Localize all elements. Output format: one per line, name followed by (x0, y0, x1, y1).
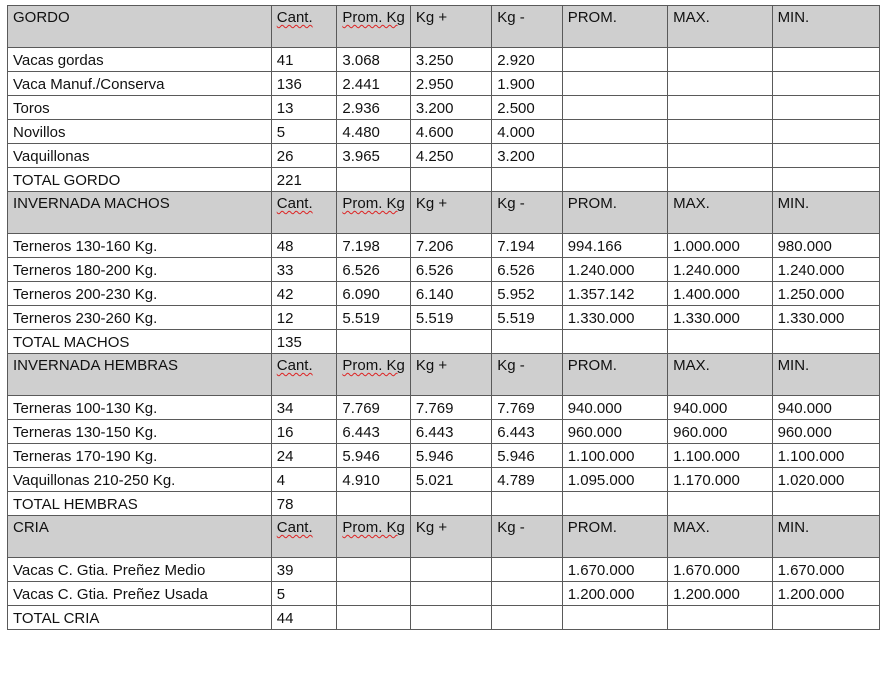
row-label: Vacas C. Gtia. Preñez Usada (8, 582, 272, 606)
column-header-label: PROM. (567, 519, 617, 536)
column-header-label: Cant. (276, 195, 313, 212)
column-header (772, 6, 879, 48)
cell-prom-kg: 4.910 (337, 468, 411, 492)
cell-prom-kg: 6.443 (337, 420, 411, 444)
column-header (668, 6, 772, 48)
column-header-label: MIN. (777, 519, 810, 536)
total-row (8, 492, 880, 516)
table-row (8, 468, 880, 492)
table-row (8, 582, 880, 606)
total-cant: 221 (271, 168, 337, 192)
empty-cell (772, 168, 879, 192)
column-header (562, 192, 667, 234)
column-header-label: Prom. Kg (342, 195, 405, 212)
empty-cell (337, 606, 411, 630)
column-header (772, 354, 879, 396)
column-header-label: PROM. (567, 195, 617, 212)
empty-cell (410, 606, 491, 630)
cell-prom: 994.166 (562, 234, 667, 258)
cell-kg-minus (492, 558, 563, 582)
section-title: GORDO (8, 6, 272, 48)
cell-cant: 42 (271, 282, 337, 306)
section-header-row (8, 192, 880, 234)
cell-kg-plus: 7.206 (410, 234, 491, 258)
cell-kg-minus: 5.946 (492, 444, 563, 468)
column-header (562, 354, 667, 396)
table-row (8, 444, 880, 468)
cell-max (668, 48, 772, 72)
column-header (668, 192, 772, 234)
column-header (337, 6, 411, 48)
cell-kg-plus: 6.443 (410, 420, 491, 444)
empty-cell (410, 168, 491, 192)
column-header (271, 192, 337, 234)
empty-cell (668, 606, 772, 630)
total-cant: 135 (271, 330, 337, 354)
total-row (8, 330, 880, 354)
row-label: Vaca Manuf./Conserva (8, 72, 272, 96)
cell-max: 1.400.000 (668, 282, 772, 306)
cell-kg-minus: 4.789 (492, 468, 563, 492)
cell-min: 1.670.000 (772, 558, 879, 582)
cell-prom (562, 144, 667, 168)
cell-cant: 136 (271, 72, 337, 96)
row-label: Terneras 170-190 Kg. (8, 444, 272, 468)
column-header (410, 516, 491, 558)
cell-kg-plus: 2.950 (410, 72, 491, 96)
cell-kg-minus: 5.952 (492, 282, 563, 306)
cell-prom: 960.000 (562, 420, 667, 444)
cell-min (772, 48, 879, 72)
empty-cell (337, 168, 411, 192)
column-header-label: Cant. (276, 519, 313, 536)
cell-max: 1.240.000 (668, 258, 772, 282)
cell-max: 960.000 (668, 420, 772, 444)
cell-max: 1.100.000 (668, 444, 772, 468)
column-header (271, 516, 337, 558)
cell-prom-kg (337, 558, 411, 582)
empty-cell (410, 492, 491, 516)
section-header-row (8, 6, 880, 48)
cell-kg-minus: 4.000 (492, 120, 563, 144)
column-header (772, 192, 879, 234)
column-header-label: Kg + (415, 195, 448, 212)
empty-cell (410, 330, 491, 354)
cell-kg-minus: 1.900 (492, 72, 563, 96)
column-header (410, 354, 491, 396)
cell-min: 1.020.000 (772, 468, 879, 492)
cell-kg-plus: 6.526 (410, 258, 491, 282)
cell-prom-kg (337, 582, 411, 606)
cell-max (668, 96, 772, 120)
cell-max: 1.330.000 (668, 306, 772, 330)
row-label: Vaquillonas 210-250 Kg. (8, 468, 272, 492)
cell-min: 940.000 (772, 396, 879, 420)
column-header-label: MAX. (673, 519, 710, 536)
empty-cell (668, 492, 772, 516)
cell-max: 1.200.000 (668, 582, 772, 606)
section-title: INVERNADA MACHOS (8, 192, 272, 234)
row-label: Toros (8, 96, 272, 120)
column-header-label: MIN. (777, 357, 810, 374)
cell-kg-minus: 6.443 (492, 420, 563, 444)
cell-prom (562, 72, 667, 96)
cell-kg-plus: 5.519 (410, 306, 491, 330)
empty-cell (337, 330, 411, 354)
table-row (8, 306, 880, 330)
total-label: TOTAL HEMBRAS (8, 492, 272, 516)
column-header-label: MAX. (673, 9, 710, 26)
cell-cant: 39 (271, 558, 337, 582)
cell-cant: 13 (271, 96, 337, 120)
cell-min (772, 144, 879, 168)
table-row (8, 558, 880, 582)
column-header (772, 516, 879, 558)
cell-cant: 34 (271, 396, 337, 420)
column-header-label: Cant. (276, 9, 313, 26)
cell-kg-minus: 7.769 (492, 396, 563, 420)
empty-cell (772, 330, 879, 354)
column-header-label: MAX. (673, 195, 710, 212)
column-header-label: Cant. (276, 357, 313, 374)
cell-min: 980.000 (772, 234, 879, 258)
cell-max: 1.000.000 (668, 234, 772, 258)
section-title: CRIA (8, 516, 272, 558)
section-title: INVERNADA HEMBRAS (8, 354, 272, 396)
column-header (492, 516, 563, 558)
cell-prom: 1.100.000 (562, 444, 667, 468)
cell-prom: 1.200.000 (562, 582, 667, 606)
cell-max: 1.670.000 (668, 558, 772, 582)
cell-kg-minus: 2.920 (492, 48, 563, 72)
cell-prom: 940.000 (562, 396, 667, 420)
cell-max (668, 72, 772, 96)
column-header (668, 516, 772, 558)
table-row (8, 72, 880, 96)
cell-prom-kg: 2.936 (337, 96, 411, 120)
empty-cell (668, 330, 772, 354)
cell-min (772, 96, 879, 120)
cell-prom-kg: 4.480 (337, 120, 411, 144)
table-row (8, 282, 880, 306)
cell-prom: 1.670.000 (562, 558, 667, 582)
column-header-label: Kg + (415, 357, 448, 374)
cell-kg-plus: 6.140 (410, 282, 491, 306)
cell-prom-kg: 6.526 (337, 258, 411, 282)
cell-kg-minus: 7.194 (492, 234, 563, 258)
table-row (8, 258, 880, 282)
section-header-row (8, 354, 880, 396)
cell-prom-kg: 2.441 (337, 72, 411, 96)
empty-cell (772, 606, 879, 630)
total-label: TOTAL MACHOS (8, 330, 272, 354)
column-header-label: MIN. (777, 9, 810, 26)
total-label: TOTAL GORDO (8, 168, 272, 192)
cell-kg-plus (410, 558, 491, 582)
cell-cant: 26 (271, 144, 337, 168)
section-header-row (8, 516, 880, 558)
cell-min: 1.100.000 (772, 444, 879, 468)
column-header-label: Kg + (415, 519, 448, 536)
cell-cant: 5 (271, 582, 337, 606)
cell-prom-kg: 5.519 (337, 306, 411, 330)
cell-cant: 4 (271, 468, 337, 492)
column-header-label: PROM. (567, 9, 617, 26)
cell-prom-kg: 3.965 (337, 144, 411, 168)
column-header-label: PROM. (567, 357, 617, 374)
cell-kg-minus: 6.526 (492, 258, 563, 282)
total-row (8, 606, 880, 630)
column-header (271, 354, 337, 396)
column-header-label: Kg - (497, 357, 525, 374)
column-header (562, 516, 667, 558)
cell-prom: 1.357.142 (562, 282, 667, 306)
cell-cant: 24 (271, 444, 337, 468)
cell-prom-kg: 7.769 (337, 396, 411, 420)
total-cant: 44 (271, 606, 337, 630)
empty-cell (337, 492, 411, 516)
table-row (8, 144, 880, 168)
column-header-label: Kg - (497, 519, 525, 536)
column-header (492, 6, 563, 48)
cell-kg-minus: 3.200 (492, 144, 563, 168)
cell-kg-plus: 4.250 (410, 144, 491, 168)
cell-prom-kg: 3.068 (337, 48, 411, 72)
cell-kg-minus: 2.500 (492, 96, 563, 120)
row-label: Terneros 230-260 Kg. (8, 306, 272, 330)
cell-kg-plus: 3.200 (410, 96, 491, 120)
empty-cell (772, 492, 879, 516)
row-label: Terneros 200-230 Kg. (8, 282, 272, 306)
column-header-label: MIN. (777, 195, 810, 212)
column-header (337, 192, 411, 234)
cell-min (772, 120, 879, 144)
column-header-label: MAX. (673, 357, 710, 374)
total-label: TOTAL CRIA (8, 606, 272, 630)
empty-cell (668, 168, 772, 192)
column-header-label: Prom. Kg (342, 9, 405, 26)
table-row (8, 234, 880, 258)
cell-max: 940.000 (668, 396, 772, 420)
cell-kg-plus: 3.250 (410, 48, 491, 72)
cell-cant: 16 (271, 420, 337, 444)
row-label: Vacas gordas (8, 48, 272, 72)
empty-cell (492, 606, 563, 630)
cell-cant: 5 (271, 120, 337, 144)
cell-max: 1.170.000 (668, 468, 772, 492)
column-header-label: Kg + (415, 9, 448, 26)
row-label: Vaquillonas (8, 144, 272, 168)
cell-prom (562, 48, 667, 72)
empty-cell (492, 330, 563, 354)
empty-cell (492, 492, 563, 516)
table-row (8, 396, 880, 420)
cell-prom (562, 120, 667, 144)
cell-kg-plus: 7.769 (410, 396, 491, 420)
cell-cant: 33 (271, 258, 337, 282)
row-label: Vacas C. Gtia. Preñez Medio (8, 558, 272, 582)
cell-kg-plus (410, 582, 491, 606)
cell-prom-kg: 6.090 (337, 282, 411, 306)
empty-cell (562, 606, 667, 630)
cell-min: 1.330.000 (772, 306, 879, 330)
cell-max (668, 144, 772, 168)
cell-cant: 41 (271, 48, 337, 72)
empty-cell (562, 330, 667, 354)
total-cant: 78 (271, 492, 337, 516)
cell-max (668, 120, 772, 144)
table-row (8, 48, 880, 72)
cell-prom-kg: 5.946 (337, 444, 411, 468)
column-header-label: Prom. Kg (342, 519, 405, 536)
cell-prom: 1.095.000 (562, 468, 667, 492)
cell-min: 1.240.000 (772, 258, 879, 282)
column-header (271, 6, 337, 48)
cell-kg-plus: 5.946 (410, 444, 491, 468)
cell-min (772, 72, 879, 96)
table-row (8, 96, 880, 120)
cell-kg-plus: 4.600 (410, 120, 491, 144)
total-row (8, 168, 880, 192)
column-header (668, 354, 772, 396)
cell-prom-kg: 7.198 (337, 234, 411, 258)
row-label: Terneros 130-160 Kg. (8, 234, 272, 258)
column-header (492, 354, 563, 396)
empty-cell (562, 168, 667, 192)
row-label: Terneros 180-200 Kg. (8, 258, 272, 282)
column-header (410, 192, 491, 234)
row-label: Terneras 130-150 Kg. (8, 420, 272, 444)
cell-kg-plus: 5.021 (410, 468, 491, 492)
column-header (410, 6, 491, 48)
column-header (492, 192, 563, 234)
table-row (8, 120, 880, 144)
cell-prom (562, 96, 667, 120)
table-row (8, 420, 880, 444)
empty-cell (492, 168, 563, 192)
column-header-label: Kg - (497, 9, 525, 26)
cell-min: 1.200.000 (772, 582, 879, 606)
livestock-price-table (7, 5, 880, 630)
column-header-label: Prom. Kg (342, 357, 405, 374)
column-header-label: Kg - (497, 195, 525, 212)
column-header (337, 354, 411, 396)
column-header (562, 6, 667, 48)
row-label: Terneras 100-130 Kg. (8, 396, 272, 420)
cell-prom: 1.330.000 (562, 306, 667, 330)
column-header (337, 516, 411, 558)
cell-cant: 12 (271, 306, 337, 330)
cell-kg-minus: 5.519 (492, 306, 563, 330)
cell-min: 1.250.000 (772, 282, 879, 306)
cell-prom: 1.240.000 (562, 258, 667, 282)
empty-cell (562, 492, 667, 516)
cell-kg-minus (492, 582, 563, 606)
row-label: Novillos (8, 120, 272, 144)
cell-cant: 48 (271, 234, 337, 258)
cell-min: 960.000 (772, 420, 879, 444)
